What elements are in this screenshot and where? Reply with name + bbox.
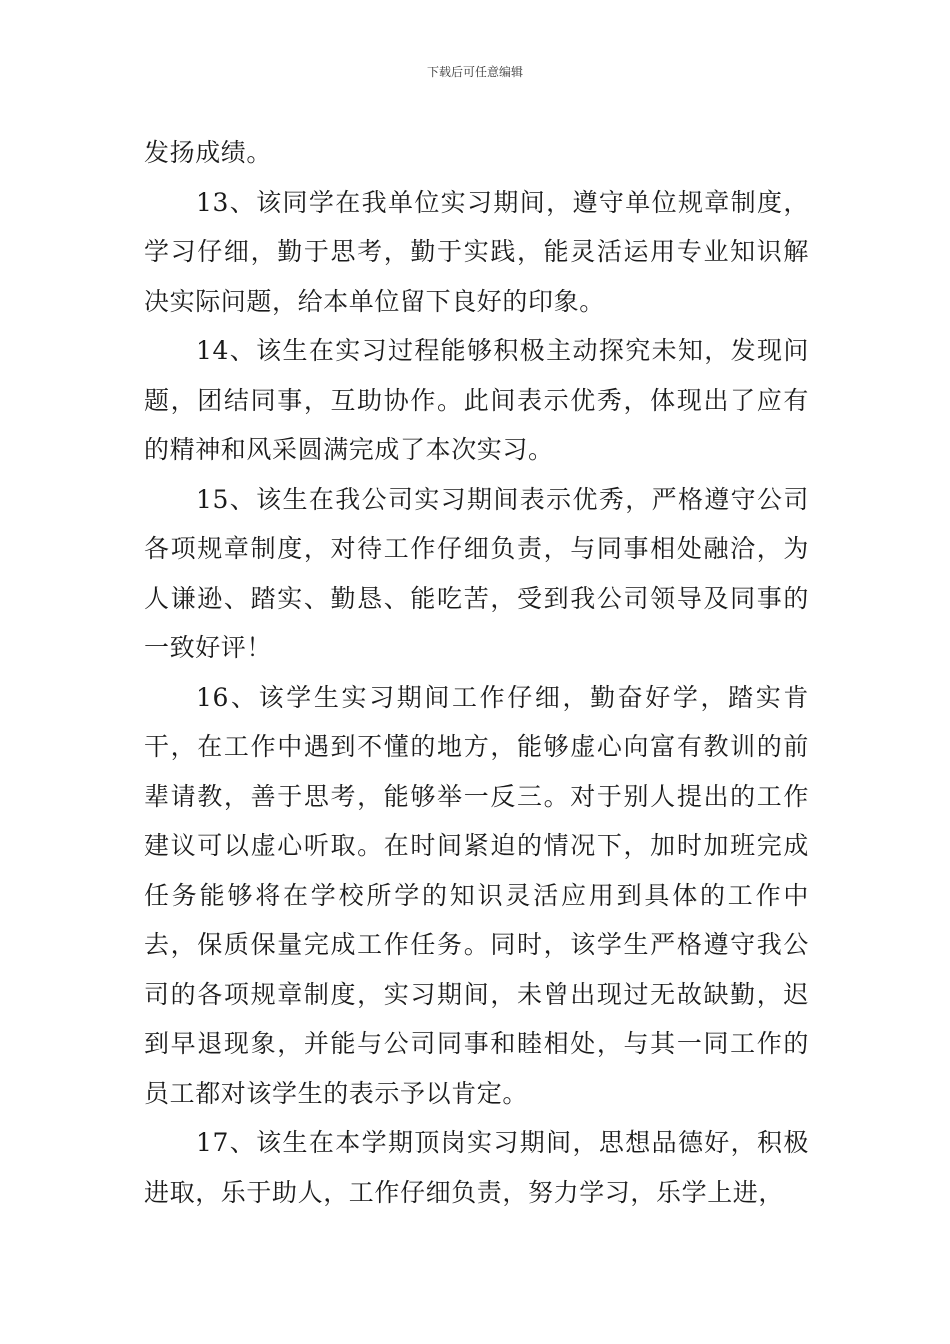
paragraph-continuation: 发扬成绩。 [144, 138, 273, 167]
paragraph-item-13: 13、该同学在我单位实习期间，遵守单位规章制度，学习仔细，勤于思考，勤于实践，能灵活运用专业知识解决实际问题，给本单位留下良好的印象。 [144, 187, 809, 316]
paragraph-item-15: 15、该生在我公司实习期间表示优秀，严格遵守公司各项规章制度，对待工作仔细负责，与同事相处融洽，为人谦逊、踏实、勤恳、能吃苦，受到我公司领导及同事的一致好评！ [144, 484, 809, 662]
document-body [144, 128, 809, 1217]
paragraph-item-16: 16、该学生实习期间工作仔细，勤奋好学，踏实肯干，在工作中遇到不懂的地方，能够虚心向富有教训的前辈请教，善于思考，能够举一反三。对于别人提出的工作建议可以虚心听取。在时间紧迫的情况下，加时加班完成任务能够将在学校所学的知识灵活应用到具体的工作中去，保质保量完成工作任务。同时，该学生严格遵守我公司的各项规章制度，实习期间，未曾出现过无故缺勤，迟到早退现象，并能与公司同事和睦相处，与其一同工作的员工都对该学生的表示予以肯定。 [144, 682, 809, 1108]
page-header: 下载后可任意编辑 [426, 65, 523, 79]
paragraph-item-17: 17、该生在本学期顶岗实习期间，思想品德好，积极进取，乐于助人，工作仔细负责，努力学习，乐学上进， [144, 1128, 809, 1207]
paragraph-item-14: 14、该生在实习过程能够积极主动探究未知，发现问题，团结同事，互助协作。此间表示优秀，体现出了应有的精神和风采圆满完成了本次实习。 [144, 336, 809, 464]
